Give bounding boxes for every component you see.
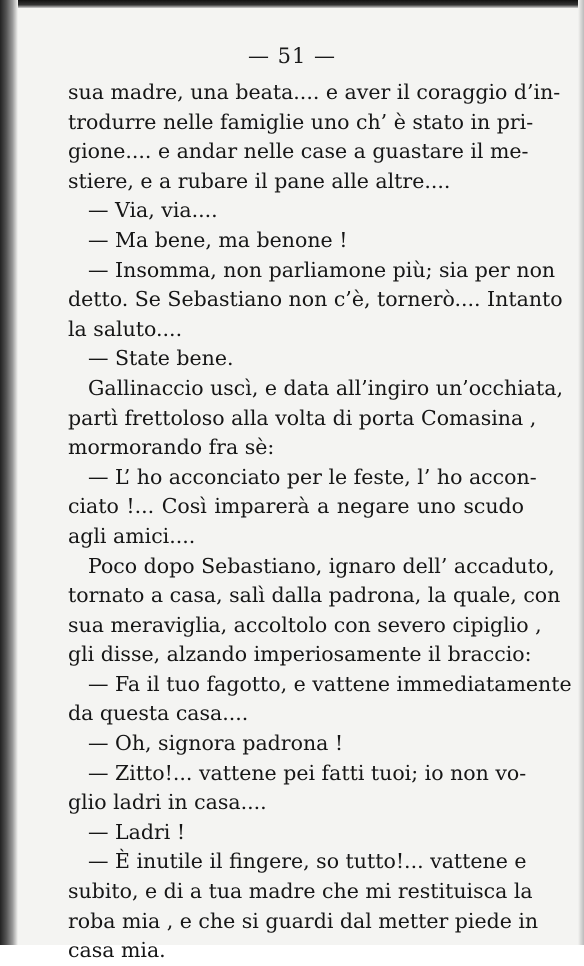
text-line: sua meraviglia, accoltolo con severo cipiglio ,: [68, 612, 542, 637]
text-line: sua madre, una beata.... e aver il coraggio d’in-: [68, 80, 561, 104]
text-line: glio ladri in casa....: [68, 790, 267, 815]
text-line: mormorando fra sè:: [68, 435, 275, 460]
text-line: agli amici....: [68, 523, 196, 548]
scan-edge-right: [578, 0, 584, 945]
page-number: — 51 —: [247, 44, 337, 68]
text-line: — Ma bene, ma benone !: [88, 227, 348, 252]
text-line: — Fa il tuo fagotto, e vattene immediatamente: [88, 671, 572, 696]
text-line: tornato a casa, salì dalla padrona, la quale, con: [68, 583, 561, 608]
scan-edge-spine: [0, 0, 18, 945]
text-line: ciato !... Così imparerà a negare uno scudo: [68, 494, 524, 519]
text-line: roba mia , e che si guardi dal metter piede in: [68, 908, 539, 933]
text-line: subito, e di a tua madre che mi restituisca la: [68, 879, 533, 904]
text-line: da questa casa....: [68, 701, 249, 726]
text-line: casa mia.: [68, 938, 166, 963]
text-line: partì frettoloso alla volta di porta Comasina ,: [68, 405, 537, 430]
text-line: — Insomma, non parliamone più; sia per non: [88, 257, 556, 282]
text-line: Poco dopo Sebastiano, ignaro dell’ accaduto,: [88, 553, 555, 578]
text-line: la saluto....: [68, 316, 183, 341]
text-line: detto. Se Sebastiano non c’è, tornerò.... Intanto: [68, 287, 563, 312]
text-line: — State bene.: [88, 346, 234, 371]
text-line: — Oh, signora padrona !: [88, 731, 344, 756]
text-line: — Via, via....: [88, 198, 218, 223]
text-line: — È inutile il fingere, so tutto!... vattene e: [88, 849, 527, 874]
scan-edge-top: [0, 0, 584, 8]
body-text: [68, 78, 572, 966]
text-line: — Ladri !: [88, 819, 186, 844]
text-line: stiere, e a rubare il pane alle altre....: [68, 168, 451, 193]
text-line: trodurre nelle famiglie uno ch’ è stato in pri-: [68, 109, 534, 134]
text-line: gli disse, alzando imperiosamente il braccio:: [68, 642, 532, 667]
text-line: — Zitto!... vattene pei fatti tuoi; io non vo-: [88, 760, 527, 785]
text-line: Gallinaccio uscì, e data all’ingiro un’occhiata,: [88, 375, 563, 400]
text-line: — L’ ho acconciato per le feste, l’ ho accon-: [88, 464, 537, 489]
text-line: gione.... e andar nelle case a guastare il me-: [68, 139, 529, 164]
